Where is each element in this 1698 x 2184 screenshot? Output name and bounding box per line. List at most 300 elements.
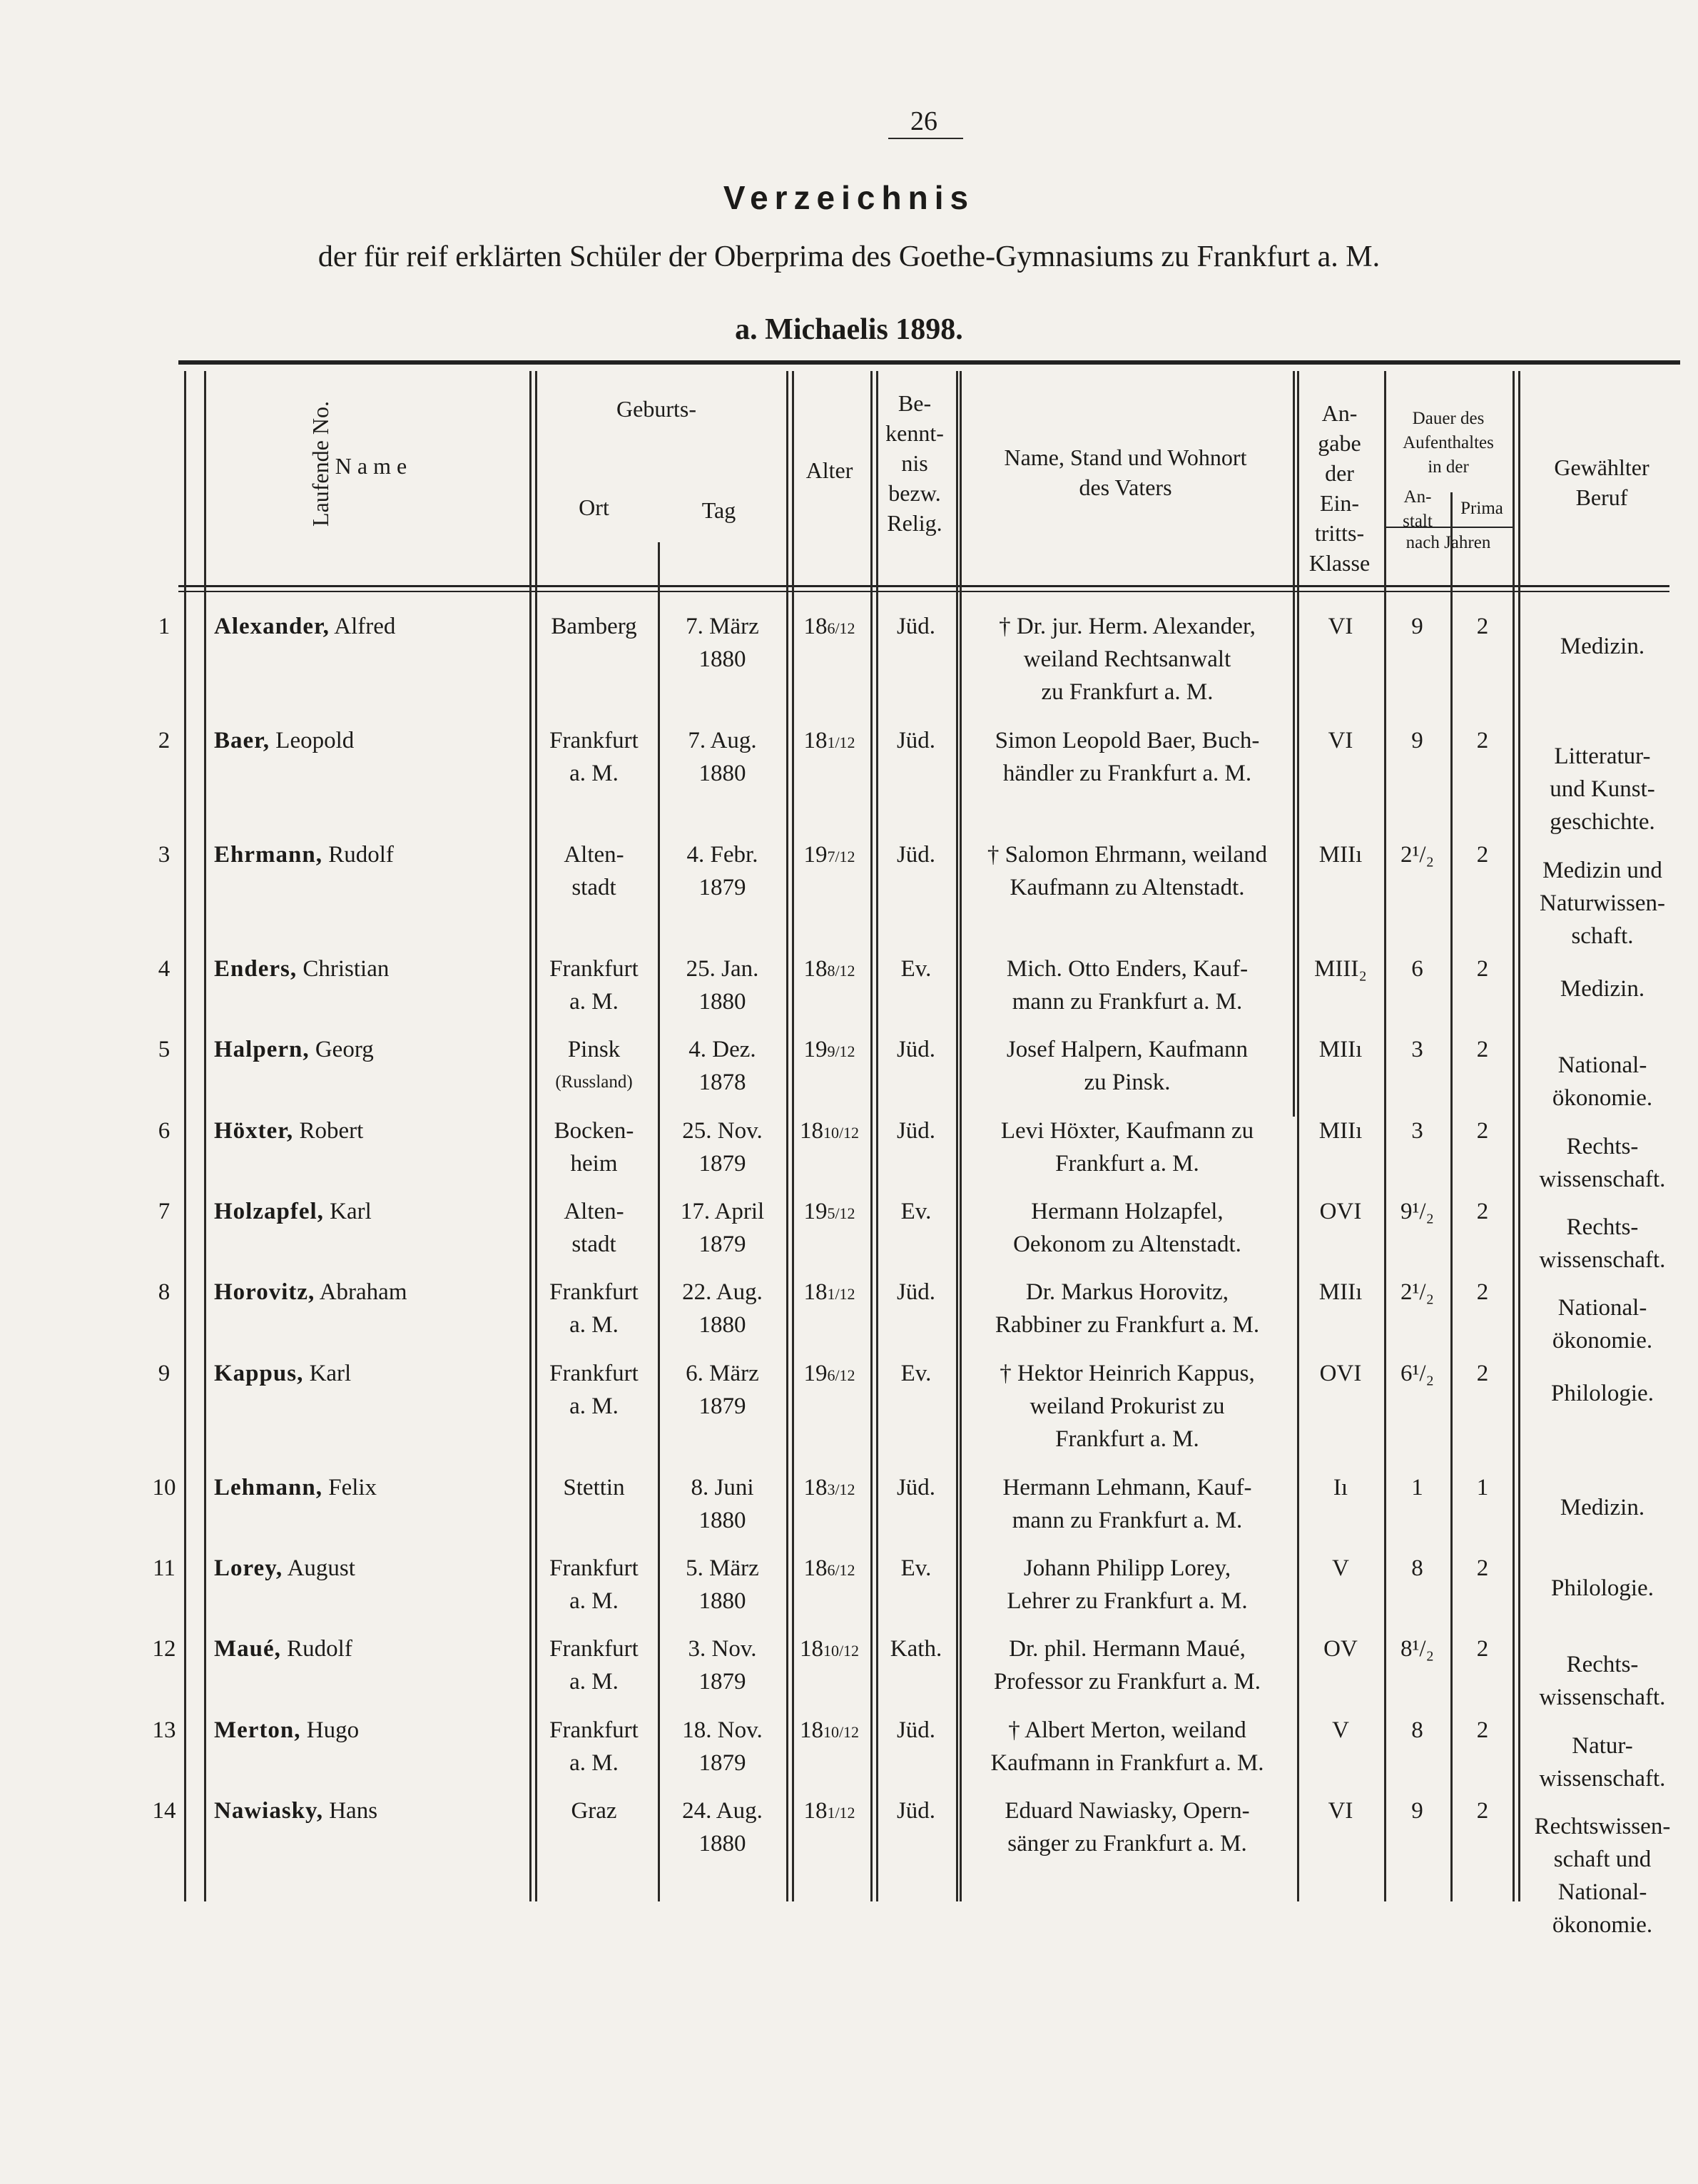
header-dauer-line: in der [1428,457,1469,477]
age-months: 1/12 [827,1285,855,1303]
age [788,1114,870,1149]
page-number-underline [888,138,963,139]
father-info-line: Kaufmann zu Altenstadt. [1010,875,1245,900]
row-number: 4 [158,956,171,982]
student-name [214,1714,528,1747]
page-title: Verzeichnis [723,179,975,216]
age [788,1632,870,1667]
student-name [214,953,528,985]
father-info-line: Frankfurt a. M. [1055,1426,1199,1452]
age [788,1357,870,1392]
student-name [214,1471,528,1504]
age [788,1794,870,1829]
age-months: 9/12 [827,1042,855,1060]
student-surname: Baer, [214,728,270,753]
chosen-career-line: schaft und [1553,1847,1652,1872]
religion: Jüd. [896,1118,936,1144]
header-anstalt-line: stalt [1403,512,1433,531]
religion: Kath. [890,1636,942,1662]
header-ort: Ort [579,494,609,520]
father-info-line: Levi Höxter, Kaufmann zu [1000,1118,1254,1144]
father-info [960,1114,1295,1180]
row-number: 5 [158,1037,171,1062]
birth-date-line: 1879 [698,875,746,900]
birth-place [532,1552,656,1617]
father-info-line: Dr. Markus Horovitz, [1025,1279,1229,1305]
birth-place [532,1714,656,1779]
birth-date-line: 1880 [698,1508,746,1533]
date-line: a. Michaelis 1898. [735,313,963,346]
column-line [956,371,958,1901]
header-prima: Prima [1460,499,1503,518]
years-at-school: 9¹/₂ [1400,1199,1435,1224]
chosen-career-line: Rechts- [1566,1652,1639,1677]
chosen-career-line: Medizin. [1560,634,1645,659]
years-at-school: 1 [1411,1475,1423,1500]
age-years: 18 [803,1475,828,1500]
birth-date-line: 25. Nov. [682,1118,763,1144]
header-beruf-line: Gewählter [1554,454,1649,480]
student-given-name: Robert [293,1118,364,1144]
birth-place [532,1794,656,1827]
years-in-prima: 2 [1476,1199,1489,1224]
birth-place-line: a. M. [569,1312,619,1338]
student-name [214,1033,528,1066]
birth-date-line: 1879 [698,1151,746,1177]
age-months: 3/12 [827,1480,855,1498]
birth-place [532,1632,656,1698]
entry-class: VI [1328,614,1353,639]
father-info-line: † Albert Merton, weiland [1008,1717,1246,1743]
birth-place-line: Stettin [563,1475,625,1500]
years-at-school: 2¹/₂ [1400,1279,1435,1305]
row-number: 2 [158,728,171,753]
age-months: 5/12 [827,1204,855,1222]
age [788,1552,870,1587]
age-months: 1/12 [827,1804,855,1822]
religion: Jüd. [896,1798,936,1824]
years-in-prima: 2 [1476,956,1489,982]
chosen-career-line: Naturwissen- [1540,890,1665,916]
student-name [214,1114,528,1147]
chosen-career-line: Natur- [1572,1733,1633,1759]
student-given-name: Rudolf [322,842,394,868]
father-info-line: Hermann Holzapfel, [1031,1199,1224,1224]
student-given-name: Hans [322,1798,378,1824]
chosen-career-line: ökonomie. [1552,1085,1653,1111]
row-number: 9 [158,1361,171,1386]
entry-class: OV [1323,1636,1358,1662]
birth-place-line: stadt [571,875,616,900]
father-info [960,724,1295,790]
student-surname: Nawiasky, [214,1798,323,1824]
years-at-school: 3 [1411,1037,1423,1062]
chosen-career [1517,1130,1688,1196]
age-months: 8/12 [827,962,855,980]
birth-date [656,838,788,904]
chosen-career-line: schaft. [1571,923,1634,949]
age [788,724,870,759]
father-info [960,838,1295,904]
religion: Jüd. [896,1279,936,1305]
header-laufende: Laufende No. [307,401,333,527]
age-years: 18 [799,1717,823,1743]
entry-class: MIII₂ [1314,956,1367,982]
header-tag: Tag [701,497,736,523]
header-rule [178,585,1669,587]
row-number: 13 [152,1717,176,1743]
student-name [214,610,528,643]
row-number: 10 [152,1475,176,1500]
student-name [214,838,528,871]
birth-date [656,1632,788,1698]
row-number: 6 [158,1118,171,1144]
entry-class: MIIı [1318,1037,1363,1062]
father-info [960,1276,1295,1341]
years-at-school: 8 [1411,1717,1423,1743]
student-surname: Höxter, [214,1118,294,1144]
chosen-career-line: Rechts- [1566,1134,1639,1159]
birth-date-line: 1878 [698,1070,746,1095]
birth-date-line: 18. Nov. [682,1717,763,1743]
student-surname: Horovitz, [214,1279,315,1305]
student-surname: Enders, [214,956,298,982]
age-years: 19 [803,842,828,868]
student-surname: Ehrmann, [214,842,322,868]
age-years: 18 [803,1798,828,1824]
chosen-career [1517,972,1688,1005]
row-number: 8 [158,1279,171,1305]
chosen-career [1517,1810,1688,1941]
father-info-line: Rabbiner zu Frankfurt a. M. [995,1312,1260,1338]
father-info [960,953,1295,1018]
student-name [214,1357,528,1390]
header-anstalt [1386,485,1450,534]
chosen-career [1517,1291,1688,1357]
father-info-line: Dr. phil. Hermann Maué, [1009,1636,1246,1662]
student-surname: Kappus, [214,1361,304,1386]
religion: Jüd. [896,614,936,639]
chosen-career-line: National- [1557,1052,1647,1078]
student-given-name: Abraham [315,1279,407,1305]
age-months: 10/12 [823,1723,860,1741]
header-alter: Alter [805,457,853,483]
birth-place [532,1114,656,1180]
father-info-line: mann zu Frankfurt a. M. [1012,989,1243,1015]
father-info [960,1033,1295,1099]
student-given-name: Christian [297,956,390,982]
years-at-school: 8¹/₂ [1400,1636,1435,1662]
birth-date-line: 4. Febr. [686,842,758,868]
student-given-name: Alfred [329,614,396,639]
birth-place [532,1357,656,1423]
birth-place-line: Frankfurt [549,728,639,753]
birth-place-line: Frankfurt [549,1555,639,1581]
age [788,1276,870,1311]
years-in-prima: 2 [1476,728,1489,753]
chosen-career-line: National- [1557,1879,1647,1905]
header-bekenntnis-line: Be- [898,390,932,416]
student-name [214,1276,528,1309]
entry-class: OVI [1319,1199,1362,1224]
header-nach-jahren: nach Jahren [1405,533,1491,552]
religion: Jüd. [896,842,936,868]
age-years: 18 [803,728,828,753]
header-angabe-line: der [1325,460,1354,486]
years-in-prima: 2 [1476,1717,1489,1743]
father-info-line: zu Pinsk. [1084,1070,1171,1095]
chosen-career-line: Rechts- [1566,1214,1639,1240]
birth-place-line: stadt [571,1231,616,1257]
age-years: 19 [803,1037,828,1062]
student-name [214,1632,528,1665]
years-in-prima: 2 [1476,1636,1489,1662]
header-dauer [1384,407,1513,479]
column-line [204,371,206,1901]
father-info [960,1714,1295,1779]
years-in-prima: 2 [1476,842,1489,868]
birth-place-line: a. M. [569,989,619,1015]
birth-place-line: Frankfurt [549,1361,639,1386]
chosen-career-line: Philologie. [1551,1381,1654,1406]
birth-date-line: 7. März [686,614,759,639]
header-vater-line: Name, Stand und Wohnort [1004,445,1247,470]
student-surname: Lehmann, [214,1475,322,1500]
age-years: 19 [803,1361,828,1386]
row-number: 11 [153,1555,176,1581]
birth-date [656,610,788,676]
chosen-career [1517,1730,1688,1795]
page-subtitle: der für reif erklärten Schüler der Oberprima des Goethe-Gymnasiums zu Frankfurt a. M. [317,240,1381,273]
chosen-career-line: Rechtswissen- [1534,1814,1671,1839]
birth-place-line: Alten- [564,842,624,868]
header-bekenntnis [872,388,957,538]
years-at-school: 8 [1411,1555,1423,1581]
religion: Jüd. [896,1037,936,1062]
religion: Ev. [900,1555,932,1581]
header-beruf [1516,452,1687,512]
entry-class: MIIı [1318,842,1363,868]
father-info [960,1471,1295,1537]
birth-place-line: Frankfurt [549,1279,639,1305]
birth-place-line: (Russland) [555,1072,633,1092]
header-angabe-line: tritts- [1314,520,1365,546]
birth-date-line: 1880 [698,1588,746,1614]
chosen-career-line: Medizin. [1560,1495,1645,1520]
chosen-career [1517,1648,1688,1714]
column-line [870,371,873,1901]
father-info-line: mann zu Frankfurt a. M. [1012,1508,1243,1533]
birth-place-line: Graz [571,1798,617,1824]
birth-place-line: a. M. [569,761,619,786]
entry-class: VI [1328,728,1353,753]
row-number: 14 [152,1798,176,1824]
birth-date [656,1033,788,1099]
years-in-prima: 2 [1476,1361,1489,1386]
birth-place [532,724,656,790]
birth-place [532,838,656,904]
birth-date-line: 6. März [686,1361,759,1386]
header-vater [960,442,1291,502]
birth-date-line: 1879 [698,1669,746,1695]
header-dauer-line: Aufenthaltes [1403,433,1494,452]
chosen-career [1517,740,1688,838]
student-surname: Maué, [214,1636,281,1662]
years-in-prima: 2 [1476,1798,1489,1824]
header-angabe-line: Klasse [1308,550,1371,576]
birth-date-line: 1879 [698,1393,746,1419]
father-info-line: † Salomon Ehrmann, weiland [987,842,1268,868]
father-info-line: weiland Prokurist zu [1030,1393,1225,1419]
religion: Jüd. [896,1717,936,1743]
student-surname: Alexander, [214,614,330,639]
years-at-school: 2¹/₂ [1400,842,1435,868]
birth-date-line: 5. März [686,1555,759,1581]
chosen-career-line: National- [1557,1295,1647,1321]
birth-place [532,1033,656,1099]
header-angabe [1295,398,1384,578]
chosen-career-line: wissenschaft. [1539,1247,1666,1273]
chosen-career [1517,1377,1688,1410]
chosen-career-line: Litteratur- [1554,743,1651,769]
chosen-career-line: wissenschaft. [1539,1167,1666,1192]
father-info-line: Josef Halpern, Kaufmann [1006,1037,1249,1062]
birth-place-line: Frankfurt [549,1636,639,1662]
birth-date [656,1276,788,1341]
chosen-career [1517,1211,1688,1276]
age-months: 6/12 [827,619,855,637]
entry-class: VI [1328,1798,1353,1824]
student-name [214,724,528,757]
age-months: 10/12 [823,1124,860,1142]
age [788,1714,870,1749]
birth-date [656,724,788,790]
father-info [960,1195,1295,1261]
entry-class: MIIı [1318,1118,1363,1144]
chosen-career-line: Philologie. [1551,1575,1654,1601]
birth-date-line: 3. Nov. [688,1636,757,1662]
header-vater-line: des Vaters [1079,474,1172,500]
age [788,838,870,873]
age-months: 6/12 [827,1366,855,1384]
chosen-career-line: und Kunst- [1550,776,1655,802]
chosen-career-line: geschichte. [1550,809,1655,835]
birth-date [656,1471,788,1537]
birth-place [532,953,656,1018]
age-years: 18 [803,614,828,639]
header-bekenntnis-line: bezw. [888,480,941,506]
birth-date-line: 1880 [698,646,746,672]
father-info [960,1357,1295,1456]
birth-place-line: Frankfurt [549,956,639,982]
birth-date-line: 1879 [698,1231,746,1257]
chosen-career-line: wissenschaft. [1539,1685,1666,1710]
age-months: 6/12 [827,1561,855,1579]
years-in-prima: 2 [1476,1555,1489,1581]
student-given-name: Hugo [300,1717,360,1743]
chosen-career [1517,1491,1688,1524]
birth-date [656,1794,788,1860]
header-dauer-line: Dauer des [1412,409,1485,428]
father-info-line: Simon Leopold Baer, Buch- [995,728,1260,753]
student-given-name: Karl [303,1361,352,1386]
birth-date-line: 4. Dez. [688,1037,756,1062]
religion: Ev. [900,956,932,982]
years-in-prima: 2 [1476,1279,1489,1305]
religion: Ev. [900,1361,932,1386]
header-angabe-line: An- [1321,400,1358,426]
header-geburts: Geburts- [616,396,696,422]
header-beruf-line: Beruf [1575,484,1628,510]
header-anstalt-line: An- [1403,487,1432,507]
father-info [960,1632,1295,1698]
age-months: 10/12 [823,1642,860,1660]
birth-place-line: Bamberg [551,614,637,639]
student-given-name: Felix [322,1475,377,1500]
entry-class: V [1332,1555,1349,1581]
chosen-career [1517,1049,1688,1114]
years-in-prima: 2 [1476,1037,1489,1062]
entry-class: OVI [1319,1361,1362,1386]
years-in-prima: 2 [1476,614,1489,639]
father-info-line: zu Frankfurt a. M. [1041,679,1214,705]
student-name [214,1195,528,1228]
father-info-line: Eduard Nawiasky, Opern- [1005,1798,1250,1824]
birth-date [656,953,788,1018]
birth-date-line: 1879 [698,1750,746,1776]
father-info [960,610,1295,708]
years-at-school: 9 [1411,1798,1423,1824]
father-info-line: Frankfurt a. M. [1055,1151,1199,1177]
religion: Jüd. [896,728,936,753]
religion: Ev. [900,1199,932,1224]
header-name: N a m e [335,453,407,479]
birth-place-line: a. M. [569,1588,619,1614]
birth-date-line: 22. Aug. [682,1279,763,1305]
religion: Jüd. [896,1475,936,1500]
father-info-line: † Hektor Heinrich Kappus, [1000,1361,1255,1386]
years-in-prima: 2 [1476,1118,1489,1144]
birth-date-line: 1880 [698,989,746,1015]
student-given-name: Rudolf [280,1636,352,1662]
header-bekenntnis-line: nis [901,450,928,476]
student-given-name: Georg [309,1037,374,1062]
birth-date-line: 17. April [680,1199,765,1224]
father-info-line: sänger zu Frankfurt a. M. [1007,1831,1247,1857]
age-years: 18 [799,1636,823,1662]
student-surname: Merton, [214,1717,301,1743]
age [788,610,870,645]
age-years: 18 [803,1555,828,1581]
student-surname: Holzapfel, [214,1199,324,1224]
years-in-prima: 1 [1476,1475,1489,1500]
student-given-name: August [283,1555,355,1581]
entry-class: MIIı [1318,1279,1363,1305]
student-name [214,1794,528,1827]
student-given-name: Karl [323,1199,372,1224]
birth-date-line: 1880 [698,1831,746,1857]
entry-class: V [1332,1717,1349,1743]
chosen-career [1517,630,1688,663]
age-years: 18 [803,956,828,982]
father-info-line: Johann Philipp Lorey, [1023,1555,1231,1581]
birth-place-line: a. M. [569,1750,619,1776]
row-number: 7 [158,1199,171,1224]
birth-date-line: 25. Jan. [686,956,759,982]
row-number: 3 [158,842,171,868]
age-years: 19 [803,1199,828,1224]
years-at-school: 3 [1411,1118,1423,1144]
